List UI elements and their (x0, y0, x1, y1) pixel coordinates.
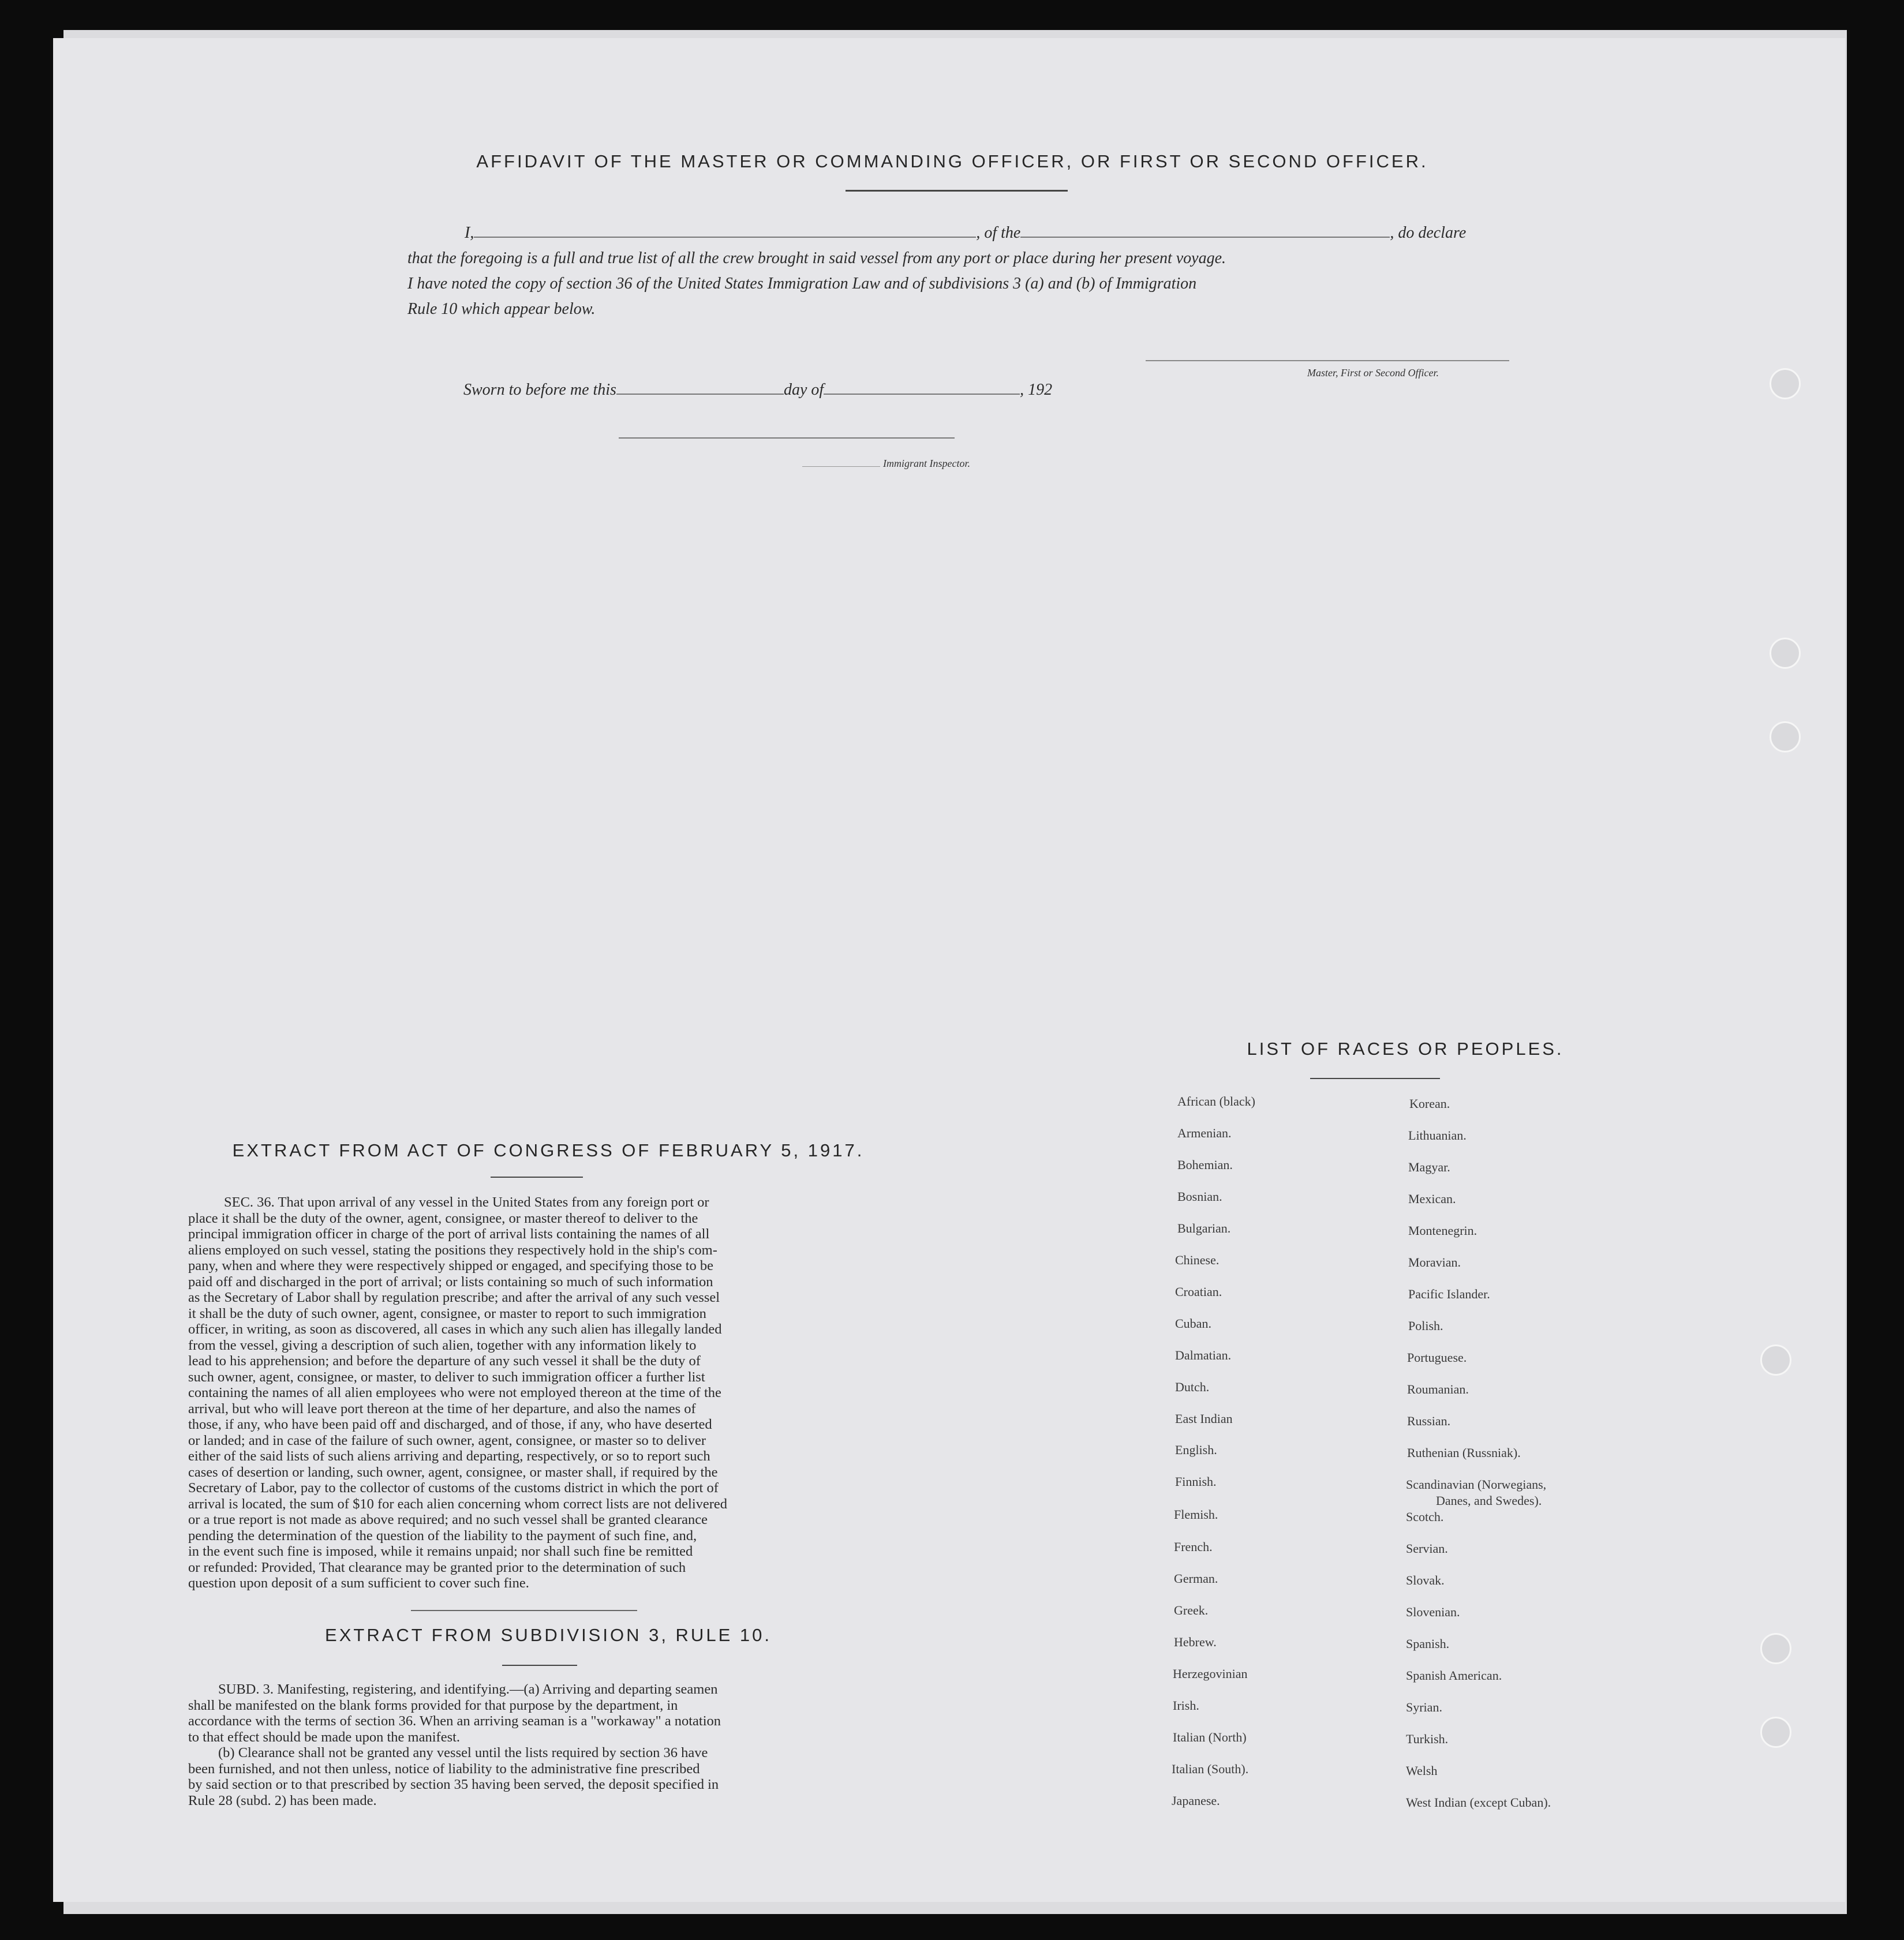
race-item: Greek. (1174, 1603, 1209, 1617)
act-line: containing the names of all alien employees who were not employed thereon at the time of the (188, 1385, 721, 1400)
race-item: Slovenian. (1406, 1605, 1460, 1619)
title-divider (846, 190, 1068, 192)
race-item: Welsh (1406, 1763, 1438, 1778)
race-item: Slovak. (1406, 1573, 1445, 1587)
declaration-line-1 (465, 224, 1466, 242)
rule-line: (b) Clearance shall not be granted any vessel until the lists required by section 36 have (218, 1745, 708, 1761)
punch-hole (1760, 1717, 1791, 1748)
race-item: Lithuanian. (1408, 1128, 1467, 1143)
rule-title: EXTRACT FROM SUBDIVISION 3, RULE 10. (325, 1625, 772, 1645)
inspector-label: Immigrant Inspector. (883, 458, 970, 469)
punch-hole (1760, 1344, 1791, 1376)
section-divider (411, 1610, 637, 1611)
race-item: Korean. (1409, 1096, 1450, 1111)
punch-hole (1760, 1633, 1791, 1664)
race-item: Finnish. (1175, 1474, 1217, 1489)
act-line: question upon deposit of a sum sufficient to cover such fine. (188, 1575, 529, 1591)
race-item: Herzegovinian (1173, 1666, 1248, 1681)
race-item: Russian. (1407, 1414, 1451, 1428)
act-line: pending the determination of the question of the liability to the payment of such fine, and, (188, 1527, 697, 1544)
race-item: Irish. (1173, 1698, 1199, 1713)
race-item: French. (1174, 1540, 1213, 1554)
act-line: place it shall be the duty of the owner, agent, consignee, or master thereof to deliver to the (188, 1210, 698, 1226)
sworn-month-field[interactable] (824, 394, 1020, 395)
rule-line: Rule 28 (subd. 2) has been made. (188, 1792, 377, 1808)
races-title: LIST OF RACES OR PEOPLES. (1247, 1039, 1564, 1059)
race-item: Portuguese. (1407, 1350, 1467, 1365)
race-item: East Indian (1175, 1411, 1233, 1426)
inspector-signature-line[interactable] (619, 437, 955, 439)
race-item: Croatian. (1175, 1284, 1222, 1299)
officer-name-field[interactable] (474, 237, 976, 238)
rule-line: by said section or to that prescribed by section 35 having been served, the deposit specified in (188, 1777, 719, 1792)
act-line: in the event such fine is imposed, while it remains unpaid; nor shall such fine be remitted (188, 1544, 693, 1559)
race-item: Bosnian. (1177, 1189, 1222, 1204)
race-item: African (black) (1177, 1094, 1255, 1108)
act-line: lead to his apprehension; and before the departure of any such vessel it shall be the duty of (188, 1353, 701, 1369)
race-item: Polish. (1408, 1319, 1443, 1333)
race-item: Spanish. (1406, 1636, 1450, 1651)
section-36-text (188, 1194, 863, 1591)
sworn-year: , 192 (1020, 381, 1053, 399)
act-line: pany, when and where they were respectively shipped or engaged, and specifying those to be (188, 1258, 714, 1274)
declaration-line-3: I have noted the copy of section 36 of the United States Immigration Law and of subdivisions 3 (a) and (b) of Immigration (407, 275, 1197, 293)
declaration-prefix: I, (465, 224, 474, 242)
race-item: Spanish American. (1406, 1668, 1502, 1683)
declaration-line-2: that the foregoing is a full and true list of all the crew brought in said vessel from any port or place during her present voyage. (407, 249, 1226, 267)
race-item: Bulgarian. (1177, 1221, 1231, 1235)
race-item: Dalmatian. (1175, 1348, 1232, 1362)
punch-hole (1770, 368, 1801, 399)
race-item: Cuban. (1175, 1316, 1211, 1331)
race-item: Ruthenian (Russniak). (1407, 1445, 1521, 1460)
race-item: Pacific Islander. (1408, 1287, 1490, 1301)
rule-line: SUBD. 3. Manifesting, registering, and identifying.—(a) Arriving and departing seamen (218, 1681, 718, 1697)
sworn-day-field[interactable] (616, 394, 784, 395)
races-title-divider (1310, 1078, 1440, 1079)
race-item: Bohemian. (1177, 1158, 1233, 1172)
race-item: Mexican. (1408, 1192, 1456, 1206)
act-line: those, if any, who have been paid off and discharged, and of those, if any, who have deserted (188, 1417, 712, 1432)
race-item: West Indian (except Cuban). (1406, 1795, 1551, 1810)
act-line: officer, in writing, as soon as discovered, all cases in which any such alien has illegally landed (188, 1321, 722, 1337)
race-item: Flemish. (1174, 1507, 1218, 1522)
rule-title-divider (502, 1665, 577, 1666)
act-line: from the vessel, giving a description of such alien, together with any information likely to (188, 1337, 697, 1353)
signature-line[interactable] (1146, 360, 1509, 361)
race-item: Moravian. (1408, 1255, 1461, 1269)
act-line: paid off and discharged in the port of arrival; or lists containing so much of such information (188, 1274, 713, 1290)
act-line: either of the said lists of such aliens arriving and departing, respectively, or so to report such (188, 1448, 710, 1464)
race-item: Armenian. (1177, 1126, 1232, 1140)
act-line: principal immigration officer in charge of the port of arrival lists containing the names of all (188, 1226, 710, 1242)
punch-hole (1770, 721, 1801, 752)
rule-line: shall be manifested on the blank forms provided for that purpose by the department, in (188, 1697, 678, 1713)
rule-line: accordance with the terms of section 36. When an arriving seaman is a "workaway" a notation (188, 1713, 721, 1729)
race-item: Magyar. (1408, 1160, 1450, 1174)
act-line: arrival is located, the sum of $10 for each alien concerning whom correct lists are not delivered (188, 1496, 728, 1512)
declaration-of-the: , of the (976, 224, 1021, 242)
vessel-name-field[interactable] (1020, 237, 1390, 238)
inspector-label-rule (802, 466, 880, 467)
race-item: German. (1174, 1571, 1218, 1586)
rule-line: to that effect should be made upon the manifest. (188, 1729, 461, 1745)
act-line: arrival, but who will leave port thereon at the time of her departure, and also the names of (188, 1400, 696, 1417)
race-item: Montenegrin. (1408, 1223, 1477, 1238)
declaration-suffix: , do declare (1390, 224, 1467, 242)
punch-hole (1770, 638, 1801, 669)
act-line: such owner, agent, consignee, or master, to deliver to such immigration officer a further list (188, 1369, 705, 1385)
act-line: Secretary of Labor, pay to the collector of customs of the customs district in which the port of (188, 1480, 719, 1496)
document-page (53, 38, 1845, 1902)
sworn-prefix: Sworn to before me this (463, 381, 616, 399)
race-item: Dutch. (1175, 1380, 1210, 1394)
race-item: Turkish. (1406, 1732, 1449, 1746)
race-item: Scotch. (1406, 1510, 1444, 1524)
act-line: or landed; and in case of the failure of such owner, agent, consignee, or master so to deliver (188, 1432, 706, 1448)
act-line: it shall be the duty of such owner, agent, consignee, or master to report to such immigration (188, 1305, 706, 1321)
sworn-line (463, 381, 1052, 399)
rule-line: been furnished, and not then unless, notice of liability to the administrative fine prescribed (188, 1761, 700, 1777)
affidavit-title: AFFIDAVIT OF THE MASTER OR COMMANDING OFFICER, OR FIRST OR SECOND OFFICER. (476, 151, 1428, 171)
race-item: Roumanian. (1407, 1382, 1469, 1396)
race-item: Italian (North) (1173, 1730, 1247, 1744)
race-item: Hebrew. (1174, 1635, 1217, 1649)
race-item: Syrian. (1406, 1700, 1442, 1714)
act-line: or a true report is not made as above required; and no such vessel shall be granted clearance (188, 1512, 708, 1527)
race-item: Scandinavian (Norwegians, (1406, 1477, 1547, 1492)
race-item: Chinese. (1175, 1253, 1220, 1267)
sworn-day-of: day of (783, 381, 824, 399)
race-item: Italian (South). (1172, 1762, 1249, 1776)
race-item: Danes, and Swedes). (1436, 1493, 1542, 1508)
act-line: SEC. 36. That upon arrival of any vessel in the United States from any foreign port or (224, 1194, 709, 1210)
declaration-line-4: Rule 10 which appear below. (407, 300, 596, 318)
act-line: cases of desertion or landing, such owner, agent, consignee, or master shall, if required by the (188, 1464, 718, 1480)
race-item: Japanese. (1172, 1793, 1220, 1808)
race-item: Servian. (1406, 1541, 1448, 1556)
act-line: as the Secretary of Labor shall by regulation prescribe; and after the arrival of any such vessel (188, 1290, 720, 1305)
signature-label: Master, First or Second Officer. (1307, 367, 1439, 379)
rule-10-text (188, 1681, 861, 1808)
act-title-divider (491, 1177, 583, 1178)
act-line: or refunded: Provided, That clearance may be granted prior to the determination of such (188, 1559, 686, 1575)
race-item: English. (1175, 1443, 1217, 1457)
act-line: aliens employed on such vessel, stating the positions they respectively hold in the ship's com- (188, 1242, 717, 1258)
act-title: EXTRACT FROM ACT OF CONGRESS OF FEBRUARY 5, 1917. (232, 1140, 865, 1160)
